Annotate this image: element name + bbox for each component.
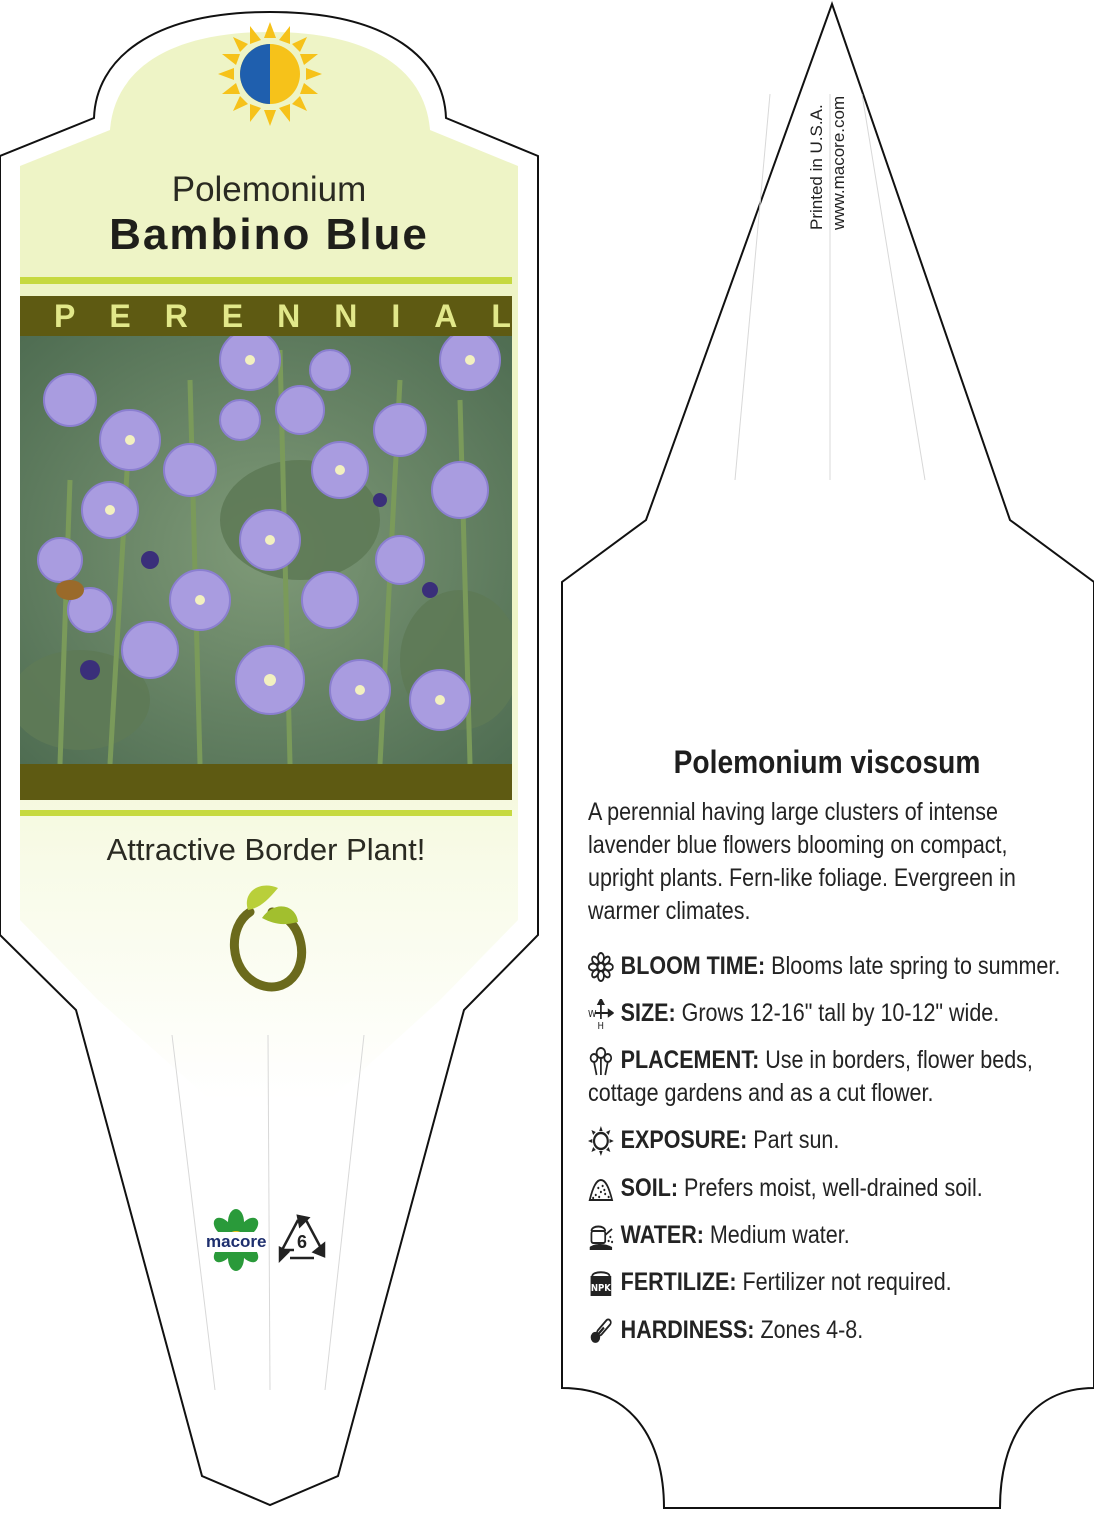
info-value: Fertilizer not required. xyxy=(742,1268,952,1296)
watering-can-icon xyxy=(588,1221,614,1251)
info-value: Use in borders, flower beds, cottage gardens and as a cut flower. xyxy=(588,1046,1033,1107)
info-row-soil xyxy=(588,1172,1052,1205)
info-value: Part sun. xyxy=(753,1126,840,1154)
print-info xyxy=(806,70,846,230)
info-value: Prefers moist, well-drained soil. xyxy=(683,1174,983,1202)
thermometer-icon xyxy=(588,1316,614,1346)
front-accent-line-top xyxy=(20,277,512,284)
info-row-fertilize xyxy=(588,1266,1052,1299)
sun-part-shade-icon xyxy=(218,22,322,126)
info-row-hardiness xyxy=(588,1314,1052,1347)
info-label: SIZE: xyxy=(620,999,676,1027)
size-arrows-icon xyxy=(588,999,614,1029)
cultivar-name: Bambino Blue xyxy=(109,210,429,259)
website: www.macore.com xyxy=(829,95,848,230)
flower-photo xyxy=(10,330,520,764)
info-label: WATER: xyxy=(620,1221,704,1249)
info-row-exposure xyxy=(588,1124,1052,1157)
info-row-bloom-time xyxy=(588,950,1061,983)
size-icon-w: W xyxy=(588,1008,597,1021)
info-label: FERTILIZE: xyxy=(620,1268,737,1296)
photo-bottom-band xyxy=(20,764,512,800)
info-label: SOIL: xyxy=(620,1174,679,1202)
info-label: BLOOM TIME: xyxy=(620,952,766,980)
front-accent-line-bottom xyxy=(20,810,512,816)
info-value: Blooms late spring to summer. xyxy=(771,952,1061,980)
flower-icon xyxy=(588,952,614,982)
npk-icon xyxy=(588,1268,614,1298)
info-row-placement xyxy=(588,1044,1052,1110)
plant-description: A perennial having large clusters of intense lavender blue flowers blooming on compact, upright plants. Fern-like foliage. Evergreen in warmer climates. xyxy=(588,798,1016,925)
info-value: Medium water. xyxy=(709,1221,850,1249)
info-row-water xyxy=(588,1219,1052,1252)
category-label: PERENNIAL xyxy=(54,298,545,334)
info-label: PLACEMENT: xyxy=(620,1046,760,1074)
tagline: Attractive Border Plant! xyxy=(106,832,426,867)
genus-name: Polemonium xyxy=(171,170,367,209)
brand-name: macore xyxy=(206,1232,267,1251)
info-row-size xyxy=(588,997,1052,1030)
info-value: Zones 4-8. xyxy=(760,1316,864,1344)
npk-label: NPK xyxy=(590,1282,611,1295)
info-label: EXPOSURE: xyxy=(620,1126,748,1154)
scientific-name: Polemonium viscosum xyxy=(673,744,981,780)
info-value: Grows 12-16" tall by 10-12" wide. xyxy=(681,999,1000,1027)
soil-pile-icon xyxy=(588,1174,614,1204)
info-label: HARDINESS: xyxy=(620,1316,755,1344)
size-icon-h: H xyxy=(597,1020,604,1029)
printed-in: Printed in U.S.A. xyxy=(807,104,826,230)
plant-group-icon xyxy=(588,1046,614,1076)
sun-icon xyxy=(588,1126,614,1156)
recycle-code: 6 xyxy=(296,1232,307,1252)
